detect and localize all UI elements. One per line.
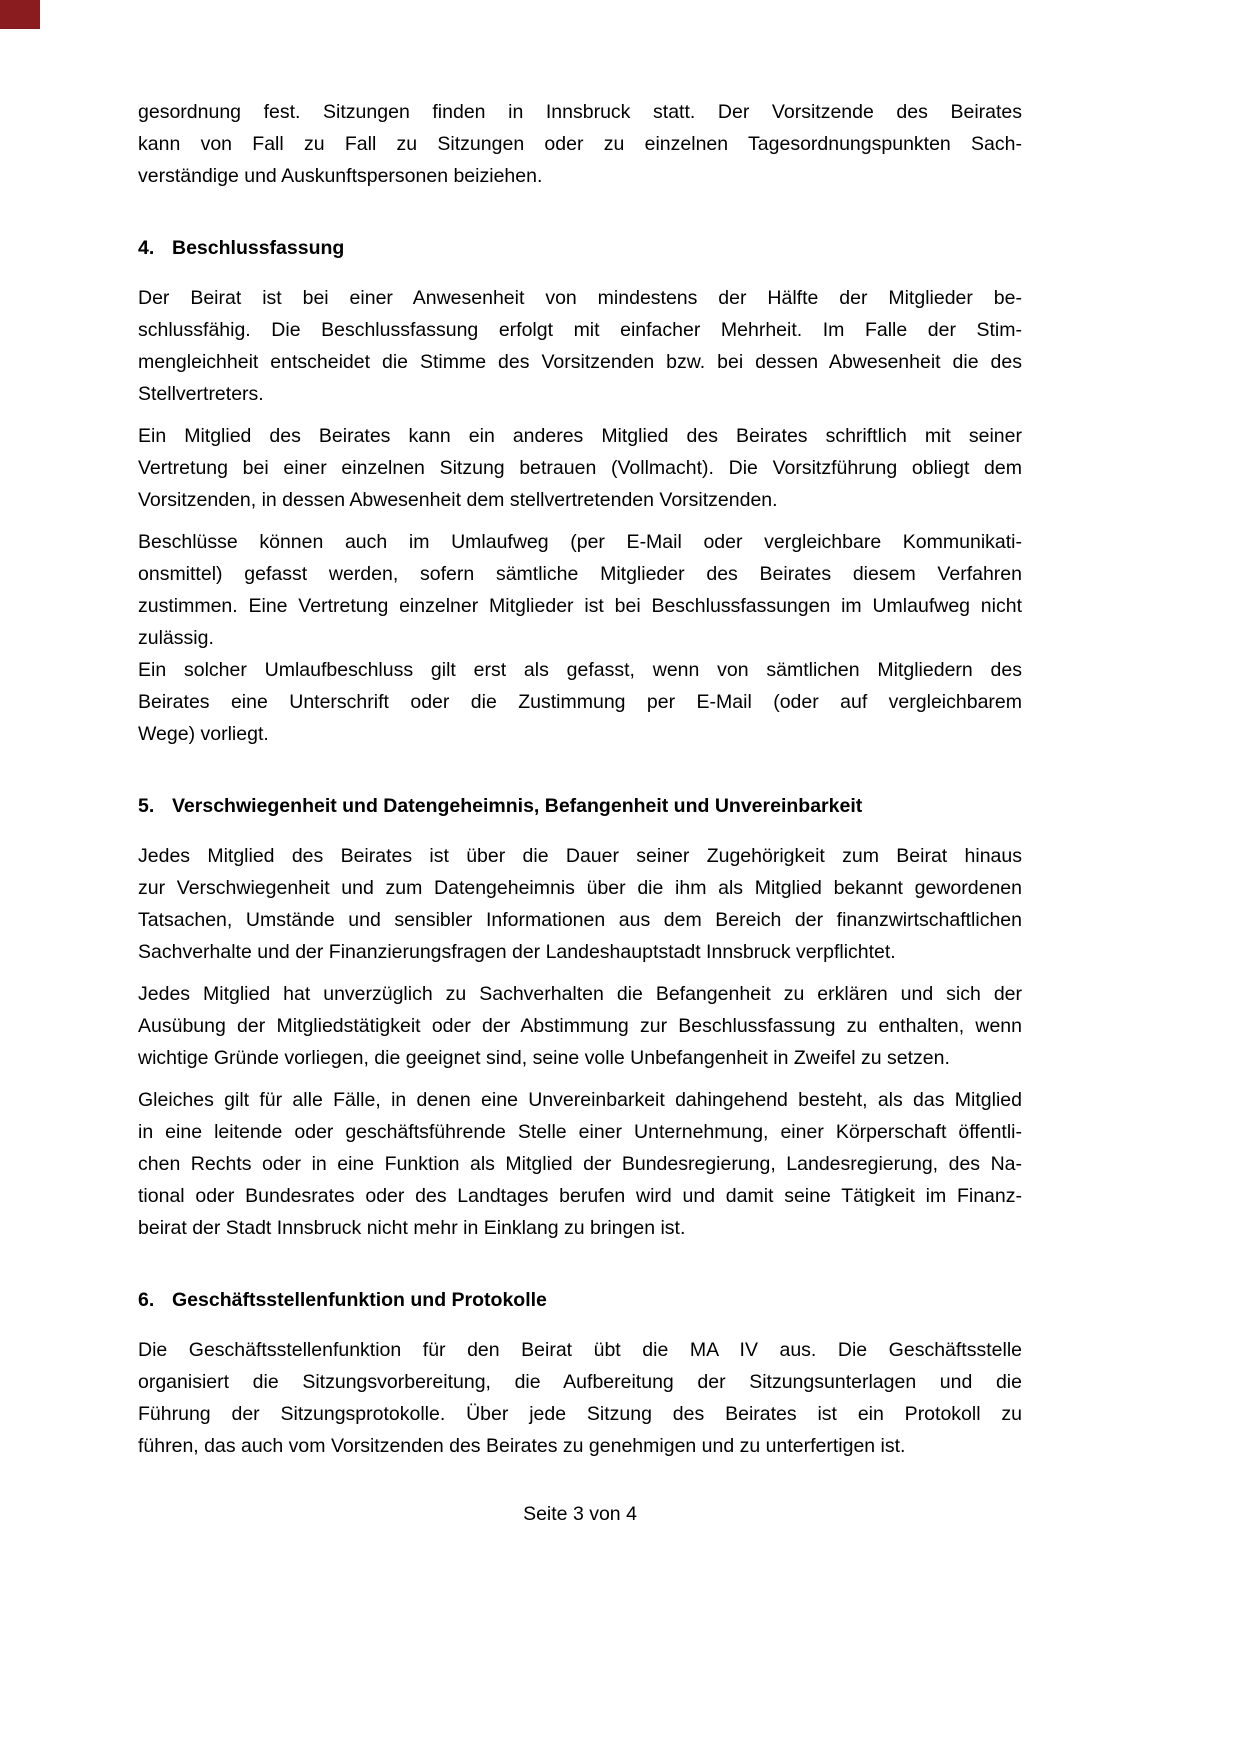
text-line: führen, das auch vom Vorsitzenden des Beirates zu genehmigen und zu unterfertigen ist. (138, 1435, 906, 1457)
document-content (138, 96, 1022, 1462)
text-line: kann von Fall zu Fall zu Sitzungen oder zu einzelnen Tagesordnungspunkten Sach- (138, 133, 1022, 155)
section-title: Beschlussfassung (172, 237, 345, 259)
text-line: Gleiches gilt für alle Fälle, in denen eine Unvereinbarkeit dahingehend besteht, als das Mitglied (138, 1089, 1022, 1111)
section-heading (138, 232, 1022, 264)
paragraph (138, 1084, 1022, 1244)
section-title: Verschwiegenheit und Datengeheimnis, Befangenheit und Unvereinbarkeit (172, 795, 863, 817)
text-line: zustimmen. Eine Vertretung einzelner Mitglieder ist bei Beschlussfassungen im Umlaufweg nicht (138, 595, 1022, 617)
text-line: chen Rechts oder in eine Funktion als Mitglied der Bundesregierung, Landesregierung, des Na- (138, 1153, 1022, 1175)
text-line: Sachverhalte und der Finanzierungsfragen der Landeshauptstadt Innsbruck verpflichtet. (138, 941, 896, 963)
text-line: Beschlüsse können auch im Umlaufweg (per E-Mail oder vergleichbare Kommunikati- (138, 531, 1022, 553)
text-line: verständige und Auskunftspersonen beiziehen. (138, 165, 543, 187)
text-line: beirat der Stadt Innsbruck nicht mehr in Einklang zu bringen ist. (138, 1217, 686, 1239)
text-line: schlussfähig. Die Beschlussfassung erfolgt mit einfacher Mehrheit. Im Falle der Stim- (138, 319, 1022, 341)
text-line: zur Verschwiegenheit und zum Datengeheimnis über die ihm als Mitglied bekannt gewordenen (138, 877, 1022, 899)
text-line: wichtige Gründe vorliegen, die geeignet sind, seine volle Unbefangenheit in Zweifel zu setzen. (138, 1047, 950, 1069)
paragraph (138, 96, 1022, 192)
paragraph (138, 420, 1022, 516)
text-line: Jedes Mitglied des Beirates ist über die Dauer seiner Zugehörigkeit zum Beirat hinaus (138, 845, 1022, 867)
paragraph (138, 654, 1022, 750)
text-line: Tatsachen, Umstände und sensibler Informationen aus dem Bereich der finanzwirtschaftlichen (138, 909, 1022, 931)
text-line: Vertretung bei einer einzelnen Sitzung betrauen (Vollmacht). Die Vorsitzführung obliegt dem (138, 457, 1022, 479)
text-line: Wege) vorliegt. (138, 723, 269, 745)
text-line: Beirates eine Unterschrift oder die Zustimmung per E-Mail (oder auf vergleichbarem (138, 691, 1022, 713)
text-line: Der Beirat ist bei einer Anwesenheit von mindestens der Hälfte der Mitglieder be- (138, 287, 1022, 309)
text-line: tional oder Bundesrates oder des Landtages berufen wird und damit seine Tätigkeit im Finanz- (138, 1185, 1022, 1207)
corner-mark (0, 0, 40, 29)
text-line: Ein Mitglied des Beirates kann ein anderes Mitglied des Beirates schriftlich mit seiner (138, 425, 1022, 447)
paragraph (138, 282, 1022, 410)
text-line: Jedes Mitglied hat unverzüglich zu Sachverhalten die Befangenheit zu erklären und sich der (138, 983, 1022, 1005)
text-line: Stellvertreters. (138, 383, 264, 405)
text-line: Ein solcher Umlaufbeschluss gilt erst als gefasst, wenn von sämtlichen Mitgliedern des (138, 659, 1022, 681)
text-line: Die Geschäftsstellenfunktion für den Beirat übt die MA IV aus. Die Geschäftsstelle (138, 1339, 1022, 1361)
text-line: Vorsitzenden, in dessen Abwesenheit dem stellvertretenden Vorsitzenden. (138, 489, 778, 511)
text-line: organisiert die Sitzungsvorbereitung, die Aufbereitung der Sitzungsunterlagen und die (138, 1371, 1022, 1393)
section-heading (138, 1284, 1022, 1316)
text-line: in eine leitende oder geschäftsführende Stelle einer Unternehmung, einer Körperschaft öffentli- (138, 1121, 1022, 1143)
section-number: 5. (138, 795, 155, 817)
section-title: Geschäftsstellenfunktion und Protokolle (172, 1289, 547, 1311)
section-number: 6. (138, 1289, 155, 1311)
paragraph (138, 978, 1022, 1074)
section-number: 4. (138, 237, 155, 259)
paragraph (138, 526, 1022, 654)
paragraph (138, 840, 1022, 968)
section-heading (138, 790, 1022, 822)
text-line: Führung der Sitzungsprotokolle. Über jede Sitzung des Beirates ist ein Protokoll zu (138, 1403, 1022, 1425)
text-line: gesordnung fest. Sitzungen finden in Innsbruck statt. Der Vorsitzende des Beirates (138, 101, 1022, 123)
text-line: onsmittel) gefasst werden, sofern sämtliche Mitglieder des Beirates diesem Verfahren (138, 563, 1022, 585)
page-footer (138, 1502, 1022, 1526)
text-line: Ausübung der Mitgliedstätigkeit oder der Abstimmung zur Beschlussfassung zu enthalten, wenn (138, 1015, 1022, 1037)
page-number: Seite 3 von 4 (523, 1503, 637, 1525)
paragraph (138, 1334, 1022, 1462)
text-line: mengleichheit entscheidet die Stimme des Vorsitzenden bzw. bei dessen Abwesenheit die des (138, 351, 1022, 373)
text-line: zulässig. (138, 627, 214, 649)
